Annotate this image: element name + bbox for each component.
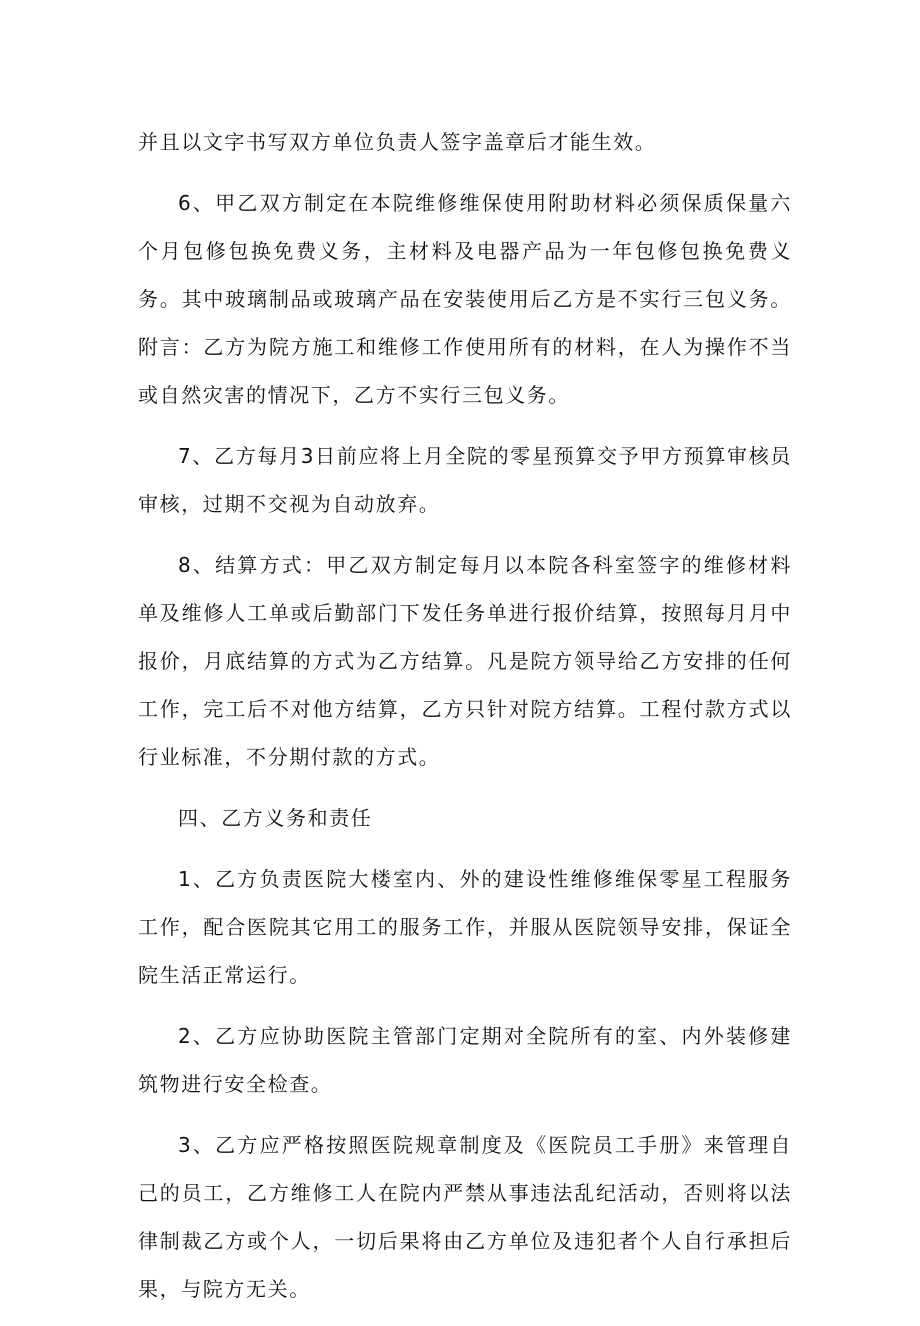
paragraph-duty-2: 2、乙方应协助医院主管部门定期对全院所有的室、内外装修建筑物进行安全检查。: [138, 1024, 792, 1096]
paragraph-duty-3: 3、乙方应严格按照医院规章制度及《医院员工手册》来管理自己的员工，乙方维修工人在院内严禁从事违法乱纪活动，否则将以法律制裁乙方或个人，一切后果将由乙方单位及违犯者个人自行承担后果，与院方无关。: [138, 1133, 792, 1301]
paragraph-clause-8: 8、结算方式：甲乙双方制定每月以本院各科室签字的维修材料单及维修人工单或后勤部门下发任务单进行报价结算，按照每月月中报价，月底结算的方式为乙方结算。凡是院方领导给乙方安排的任何工作，完工后不对他方结算，乙方只针对院方结算。工程付款方式以行业标准，不分期付款的方式。: [138, 553, 792, 769]
paragraph-clause-6: 6、甲乙双方制定在本院维修维保使用附助材料必须保质保量六个月包修包换免费义务，主材料及电器产品为一年包修包换免费义务。其中玻璃制品或玻璃产品在安装使用后乙方是不实行三包义务。附言：乙方为院方施工和维修工作使用所有的材料，在人为操作不当或自然灾害的情况下，乙方不实行三包义务。: [138, 191, 792, 407]
document-body: [138, 118, 792, 1326]
paragraph-clause-7: 7、乙方每月3日前应将上月全院的零星预算交予甲方预算审核员审核，过期不交视为自动放弃。: [138, 444, 792, 516]
paragraph-continuation: 并且以文字书写双方单位负责人签字盖章后才能生效。: [138, 130, 657, 154]
section-heading-4: 四、乙方义务和责任: [178, 806, 373, 830]
paragraph-duty-1: 1、乙方负责医院大楼室内、外的建设性维修维保零星工程服务工作，配合医院其它用工的服务工作，并服从医院领导安排，保证全院生活正常运行。: [138, 867, 792, 987]
